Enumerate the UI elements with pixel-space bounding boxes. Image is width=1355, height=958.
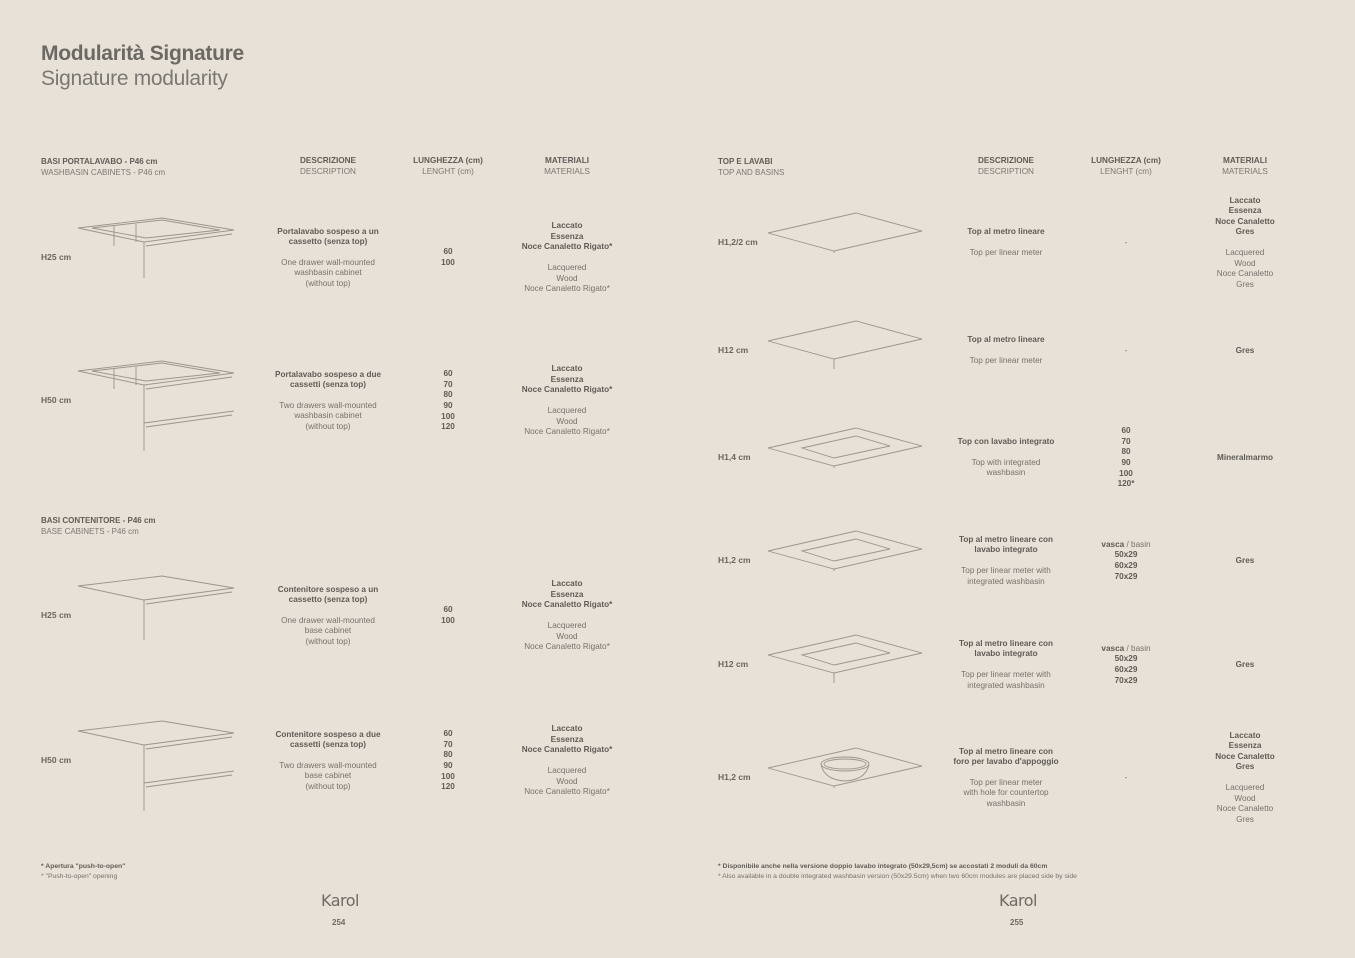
- text-line: 70x29: [1114, 675, 1138, 685]
- column-header-length: [1076, 155, 1176, 177]
- column-header-materials: [1185, 155, 1305, 177]
- text-line: Wood: [556, 631, 578, 641]
- text-line: Two drawers wall-mounted: [279, 400, 377, 410]
- text-line: Lacquered: [547, 621, 587, 630]
- height-label: H1,2/2 cm: [718, 237, 758, 247]
- text-line: cassetto (senza top): [288, 595, 368, 605]
- column-header-en: LENGHT (cm): [1100, 167, 1152, 176]
- column-header-en: LENGHT (cm): [422, 167, 474, 176]
- text-line: Laccato: [551, 724, 583, 734]
- text-line: 100: [441, 411, 455, 421]
- text-line: 120: [441, 782, 455, 792]
- text-line: base cabinet: [304, 771, 352, 781]
- column-header-it: MATERIALI: [1223, 156, 1267, 165]
- text-line: 50x29: [1114, 654, 1138, 664]
- table-row: [0, 615, 1355, 715]
- text-line: Laccato: [1229, 195, 1261, 205]
- text-line: Top al metro lineare: [967, 335, 1045, 345]
- karol-logo: Karol: [321, 891, 359, 910]
- text-line: Gres: [1236, 279, 1254, 289]
- text-line: 90: [443, 761, 453, 770]
- text-line: Lacquered: [547, 263, 587, 272]
- text-line: Noce Canaletto Rigato*: [521, 600, 613, 610]
- height-label: H25 cm: [41, 610, 72, 620]
- text-line: Top con lavabo integrato: [957, 437, 1055, 447]
- description-cell: [946, 511, 1066, 611]
- materials-cell: [1185, 301, 1305, 401]
- text-line: (without top): [305, 781, 351, 791]
- materials-cell: [1185, 728, 1305, 828]
- text-line: lavabo integrato: [974, 545, 1038, 555]
- text-line: Mineralmarmo: [1217, 452, 1273, 462]
- length-cell: [1076, 193, 1176, 293]
- text-line: Top al metro lineare: [967, 227, 1045, 237]
- product-line-drawing: [764, 203, 929, 278]
- text-line: 70: [443, 739, 453, 749]
- length-cell: [1076, 301, 1176, 401]
- text-line: Top per linear meter: [969, 248, 1043, 257]
- text-line: Top per linear meter: [969, 356, 1043, 365]
- text-line: lavabo integrato: [974, 649, 1038, 659]
- text-line: One drawer wall-mounted: [281, 257, 375, 267]
- spacer: [1185, 773, 1305, 783]
- text-line: Wood: [556, 776, 578, 786]
- text-line: Wood: [556, 416, 578, 426]
- text-line: 100: [441, 616, 455, 625]
- page-title-en: Signature modularity: [41, 67, 228, 90]
- height-label: H25 cm: [41, 252, 72, 262]
- text-line: Gres: [1236, 814, 1254, 824]
- materials-cell: [1185, 408, 1305, 508]
- text-line: 70x29: [1114, 571, 1138, 581]
- text-line: Top with integrated: [971, 457, 1041, 467]
- column-header-materials: [507, 155, 627, 177]
- footnote-en: * "Push-to-open" opening: [41, 872, 118, 880]
- description-cell: [946, 615, 1066, 715]
- text-line: 100: [441, 771, 455, 781]
- spacer: [946, 238, 1066, 248]
- text-line: cassetti (senza top): [290, 380, 366, 390]
- text-line: 70: [1121, 436, 1131, 446]
- text-line: washbasin: [986, 468, 1026, 478]
- column-header-length: [398, 155, 498, 177]
- height-label: H1,2 cm: [718, 772, 751, 782]
- product-line-drawing: [764, 418, 929, 493]
- text-line: Top per linear meter with: [961, 670, 1051, 679]
- section-title-it: BASI PORTALAVABO - P46 cm: [41, 157, 158, 166]
- karol-logo: Karol: [999, 891, 1037, 910]
- column-header-en: MATERIALS: [1222, 167, 1268, 176]
- section-title-it: BASI CONTENITORE - P46 cm: [41, 516, 156, 525]
- height-label: H12 cm: [718, 345, 749, 355]
- text-line: Laccato: [551, 364, 583, 374]
- section-title-it: TOP E LAVABI: [718, 157, 773, 166]
- text-line: base cabinet: [304, 626, 352, 636]
- text-line: 120: [441, 422, 455, 432]
- text-line: 120*: [1117, 479, 1135, 489]
- table-row: [0, 511, 1355, 611]
- product-line-drawing: [764, 521, 929, 596]
- text-line: Contenitore sospeso a due: [275, 729, 381, 739]
- height-label: H1,2 cm: [718, 555, 751, 565]
- height-label: H1,4 cm: [718, 452, 751, 462]
- product-line-drawing: [764, 738, 929, 813]
- description-cell: [946, 193, 1066, 293]
- table-row: [0, 301, 1355, 401]
- column-header-en: DESCRIPTION: [300, 167, 356, 176]
- basin-label-en: basin: [1131, 643, 1151, 653]
- column-header-it: MATERIALI: [545, 156, 589, 165]
- text-line: Wood: [556, 273, 578, 283]
- text-line: Noce Canaletto: [1216, 269, 1274, 279]
- text-line: -: [1124, 345, 1128, 355]
- spacer: [946, 448, 1066, 458]
- section-title-en: TOP AND BASINS: [718, 168, 785, 177]
- description-cell: [946, 408, 1066, 508]
- text-line: Gres: [1235, 762, 1255, 772]
- footnote-en: * Also available in a double integrated washbasin version (50x29.5cm) when two 60cm modules are placed side by side: [718, 872, 1077, 880]
- text-line: Noce Canaletto Rigato*: [524, 427, 610, 437]
- text-line: Contenitore sospeso a un: [277, 584, 379, 594]
- text-line: Lacquered: [1225, 783, 1265, 792]
- text-line: Essenza: [550, 589, 584, 599]
- text-line: Gres: [1235, 659, 1255, 669]
- text-line: Laccato: [1229, 730, 1261, 740]
- left-footnote: [41, 862, 125, 881]
- text-line: Essenza: [1228, 741, 1262, 751]
- text-line: foro per lavabo d'appoggio: [953, 757, 1059, 767]
- text-line: 50x29: [1114, 550, 1138, 560]
- text-line: 60: [443, 729, 453, 739]
- text-line: Essenza: [550, 734, 584, 744]
- page-title-it: Modularità Signature: [41, 42, 244, 65]
- text-line: Essenza: [1228, 206, 1262, 216]
- text-line: Gres: [1235, 227, 1255, 237]
- text-line: Noce Canaletto: [1215, 216, 1275, 226]
- text-line: 80: [1121, 447, 1131, 457]
- spacer: [946, 556, 1066, 566]
- basin-label-it: vasca: [1101, 643, 1125, 653]
- text-line: cassetti (senza top): [290, 740, 366, 750]
- text-line: Noce Canaletto: [1215, 751, 1275, 761]
- table-row: [0, 728, 1355, 828]
- text-line: 80: [443, 390, 453, 400]
- text-line: Lacquered: [547, 766, 587, 775]
- spacer: [946, 346, 1066, 356]
- height-label: H50 cm: [41, 755, 72, 765]
- text-line: Two drawers wall-mounted: [279, 760, 377, 770]
- text-line: Noce Canaletto Rigato*: [521, 745, 613, 755]
- text-line: 70: [443, 379, 453, 389]
- text-line: 60: [1121, 426, 1131, 436]
- text-line: Top per linear meter: [969, 777, 1043, 787]
- text-line: Wood: [1234, 258, 1256, 268]
- text-line: integrated washbasin: [967, 680, 1045, 690]
- text-line: 90: [1121, 458, 1131, 467]
- text-line: Essenza: [550, 374, 584, 384]
- text-line: washbasin cabinet: [294, 268, 362, 278]
- text-line: washbasin cabinet: [294, 411, 362, 421]
- text-line: 60x29: [1114, 561, 1138, 570]
- spacer: [1185, 238, 1305, 248]
- column-header-it: DESCRIZIONE: [978, 156, 1034, 165]
- text-line: Noce Canaletto: [1216, 804, 1274, 814]
- text-line: Portalavabo sospeso a due: [274, 369, 382, 379]
- text-line: (without top): [305, 278, 351, 288]
- text-line: integrated washbasin: [967, 576, 1045, 586]
- page-number: 254: [332, 918, 346, 927]
- column-header-it: DESCRIZIONE: [300, 156, 356, 165]
- basin-label-separator: /: [1124, 539, 1132, 549]
- spacer: [946, 768, 1066, 778]
- materials-cell: [1185, 615, 1305, 715]
- section-title-en: BASE CABINETS - P46 cm: [41, 527, 139, 536]
- product-line-drawing: [764, 311, 929, 386]
- text-line: Lacquered: [1225, 248, 1265, 257]
- text-line: 100: [441, 258, 455, 267]
- text-line: Noce Canaletto Rigato*: [524, 787, 610, 797]
- text-line: Gres: [1235, 555, 1255, 565]
- spacer: [946, 660, 1066, 670]
- text-line: Noce Canaletto Rigato*: [524, 284, 610, 294]
- text-line: Top al metro lineare con: [958, 638, 1054, 648]
- section-title-en: WASHBASIN CABINETS - P46 cm: [41, 168, 166, 177]
- basin-label: [1076, 644, 1176, 655]
- text-line: cassetto (senza top): [288, 237, 368, 247]
- text-line: Gres: [1235, 345, 1255, 355]
- section-washbasin-cabinets: [41, 156, 165, 178]
- text-line: 60: [443, 369, 453, 379]
- text-line: Essenza: [550, 231, 584, 241]
- text-line: washbasin: [986, 798, 1026, 808]
- text-line: -: [1124, 772, 1128, 782]
- table-row: [0, 408, 1355, 508]
- length-cell: [1076, 511, 1176, 611]
- length-cell: [1076, 408, 1176, 508]
- footnote-it: * Apertura "push-to-open": [41, 863, 126, 870]
- description-cell: [946, 728, 1066, 828]
- product-line-drawing: [764, 625, 929, 700]
- section-top-and-basins: [718, 156, 784, 178]
- materials-cell: [1185, 193, 1305, 293]
- text-line: Top al metro lineare con: [958, 746, 1054, 756]
- length-cell: [1076, 728, 1176, 828]
- text-line: 60: [443, 605, 453, 615]
- text-line: 90: [443, 401, 453, 410]
- text-line: 60x29: [1114, 665, 1138, 674]
- height-label: H50 cm: [41, 395, 72, 405]
- text-line: Portalavabo sospeso a un: [277, 226, 379, 236]
- basin-label-separator: /: [1124, 643, 1132, 653]
- table-row: [0, 193, 1355, 293]
- column-header-en: DESCRIPTION: [978, 167, 1034, 176]
- text-line: (without top): [305, 636, 351, 646]
- column-header-it: LUNGHEZZA (cm): [1091, 156, 1161, 165]
- text-line: 100: [1119, 468, 1133, 478]
- text-line: One drawer wall-mounted: [281, 615, 375, 625]
- description-cell: [946, 301, 1066, 401]
- basin-label: [1076, 540, 1176, 551]
- materials-cell: [1185, 511, 1305, 611]
- length-cell: [1076, 615, 1176, 715]
- column-header-en: MATERIALS: [544, 167, 590, 176]
- column-header-description: [268, 155, 388, 177]
- right-footnote: [718, 862, 1077, 881]
- basin-label-en: basin: [1131, 539, 1151, 549]
- page-number: 255: [1010, 918, 1024, 927]
- text-line: Lacquered: [547, 406, 587, 415]
- text-line: Noce Canaletto Rigato*: [524, 642, 610, 652]
- text-line: 80: [443, 750, 453, 760]
- text-line: Top al metro lineare con: [958, 534, 1054, 544]
- text-line: Wood: [1234, 793, 1256, 803]
- text-line: -: [1124, 237, 1128, 247]
- basin-label-it: vasca: [1101, 539, 1125, 549]
- text-line: Top per linear meter with: [961, 566, 1051, 575]
- text-line: Laccato: [551, 221, 583, 231]
- text-line: 60: [443, 247, 453, 257]
- height-label: H12 cm: [718, 659, 749, 669]
- footnote-it: * Disponibile anche nella versione doppio lavabo integrato (50x29,5cm) se accostati 2 moduli da 60cm: [718, 863, 1048, 870]
- column-header-description: [946, 155, 1066, 177]
- text-line: with hole for countertop: [963, 788, 1049, 798]
- text-line: Noce Canaletto Rigato*: [521, 242, 613, 252]
- text-line: Laccato: [551, 579, 583, 589]
- text-line: (without top): [305, 421, 351, 431]
- column-header-it: LUNGHEZZA (cm): [413, 156, 483, 165]
- text-line: Noce Canaletto Rigato*: [521, 385, 613, 395]
